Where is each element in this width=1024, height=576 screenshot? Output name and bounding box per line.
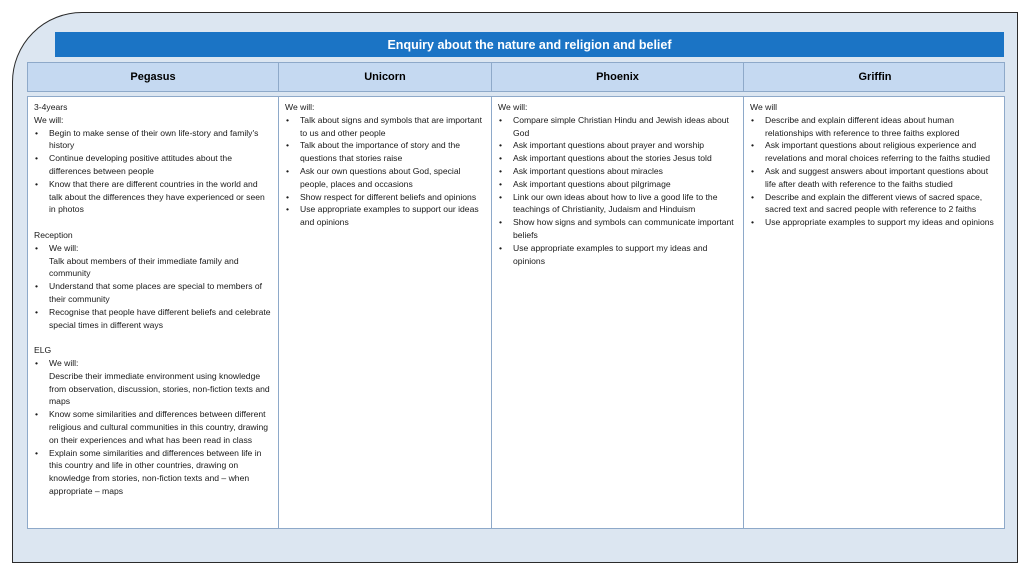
list-item: • Show respect for different beliefs and opinions (285, 191, 485, 204)
list-item: • Use appropriate examples to support our ideas and opinions (285, 203, 485, 229)
list-item: • Ask important questions about pilgrimage (498, 178, 737, 191)
list-item: • Use appropriate examples to support my ideas and opinions (498, 242, 737, 268)
list-item-text: Talk about members of their immediate family and community (49, 255, 239, 279)
section-heading: ELG (34, 345, 52, 356)
section-intro: We will: (285, 102, 315, 112)
list-item: • Show how signs and symbols can communicate important beliefs (498, 216, 737, 242)
column-header-unicorn: Unicorn (279, 63, 492, 91)
bullet-list (498, 114, 737, 268)
section-intro: We will: (498, 102, 528, 112)
list-item: • Ask our own questions about God, special people, places and occasions (285, 165, 485, 191)
list-item: • Know that there are different countries in the world and talk about the differences they have experienced or seen in photos (34, 178, 272, 216)
list-item-intro: We will: (49, 357, 79, 368)
griffin-cell (744, 97, 1006, 528)
list-item: • Begin to make sense of their own life-story and family's history (34, 127, 272, 153)
list-item: • Use appropriate examples to support my ideas and opinions (750, 216, 1000, 229)
list-item (34, 357, 272, 408)
list-item: • Ask important questions about prayer and worship (498, 139, 737, 152)
phoenix-cell (492, 97, 744, 528)
list-item: • Ask important questions about miracles (498, 165, 737, 178)
list-item: • Recognise that people have different beliefs and celebrate special times in different ways (34, 306, 272, 332)
list-item-intro: We will: (49, 242, 79, 253)
unicorn-cell (279, 97, 492, 528)
section-intro: We will: (34, 114, 64, 125)
list-item: • Talk about the importance of story and the questions that stories raise (285, 139, 485, 165)
table-body-row (27, 96, 1005, 529)
list-item: • Ask important questions about religious experience and revelations and moral choices referring to the faiths studied (750, 139, 1000, 165)
bullet-list (34, 357, 272, 498)
list-item: • Talk about signs and symbols that are important to us and other people (285, 114, 485, 140)
table-header-row (27, 62, 1005, 92)
section-heading: 3-4years (34, 102, 68, 112)
list-item: • Compare simple Christian Hindu and Jewish ideas about God (498, 114, 737, 140)
list-item: • Link our own ideas about how to live a good life to the teachings of Christianity, Judaism and Hinduism (498, 191, 737, 217)
bullet-list (34, 242, 272, 332)
list-item: • Ask important questions about the stories Jesus told (498, 152, 737, 165)
bullet-list (285, 114, 485, 229)
bullet-list (34, 127, 272, 217)
list-item: • Understand that some places are special to members of their community (34, 280, 272, 306)
bullet-list (750, 114, 1000, 229)
section-heading: Reception (34, 229, 73, 240)
pegasus-cell (28, 97, 279, 528)
list-item: • Describe and explain the different views of sacred space, sacred text and sacred people with reference to 2 faiths (750, 191, 1000, 217)
list-item-text: Describe their immediate environment using knowledge from observation, discussion, stories, non-fiction texts and maps (49, 370, 270, 407)
column-header-griffin: Griffin (858, 71, 892, 83)
list-item: • Describe and explain different ideas about human relationships with reference to three faiths explored (750, 114, 1000, 140)
list-item (34, 242, 272, 280)
list-item: • Know some similarities and differences between different religious and cultural communities in this country, drawing on their experiences and what has been read in class (34, 408, 272, 446)
page-title: Enquiry about the nature and religion and belief (55, 32, 1004, 57)
list-item: • Ask and suggest answers about important questions about life after death with reference to the faiths studied (750, 165, 1000, 191)
column-header-pegasus: Pegasus (28, 63, 279, 91)
list-item: • Continue developing positive attitudes about the differences between people (34, 152, 272, 178)
section-intro: We will (750, 102, 778, 112)
list-item: • Explain some similarities and differences between life in this country and life in other countries, drawing on knowledge from stories, non-fiction texts and – when appropriate – maps (34, 447, 272, 498)
column-header-phoenix: Phoenix (492, 63, 744, 91)
